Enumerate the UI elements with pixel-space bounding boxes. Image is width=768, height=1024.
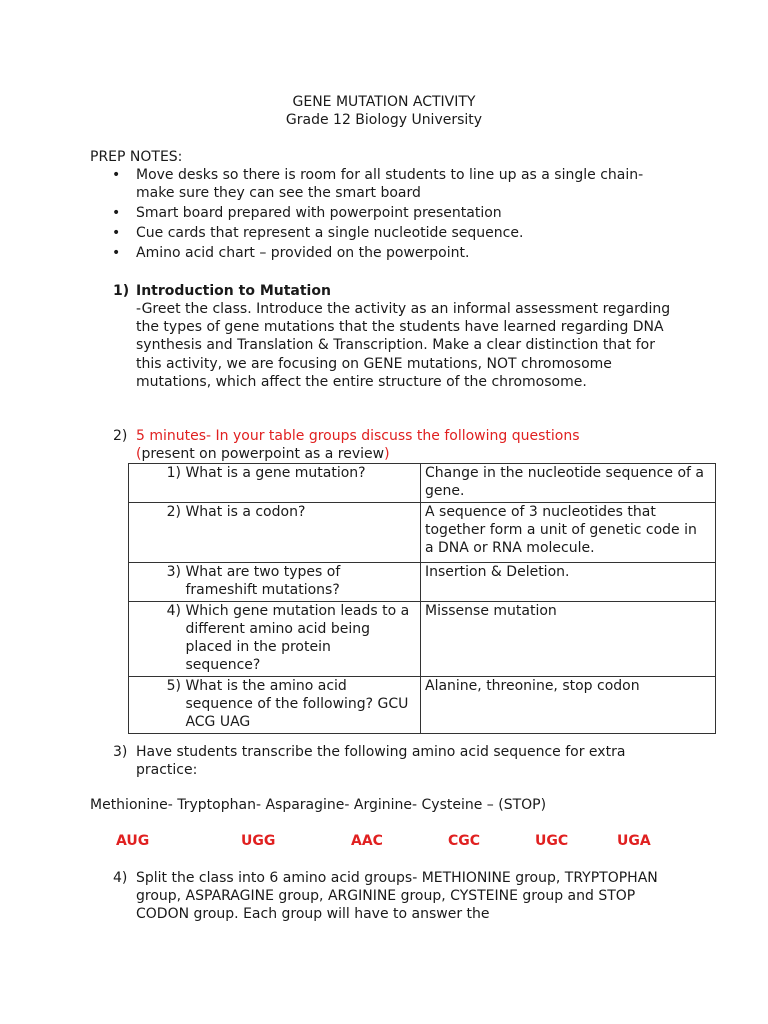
question-cell (129, 677, 421, 734)
codon: UGG (241, 833, 276, 849)
section-2-note (136, 445, 390, 463)
section-2-number: 2) (113, 428, 128, 444)
question-cell (129, 464, 421, 503)
answer-cell: Missense mutation (421, 602, 716, 677)
prep-note-item: • Amino acid chart – provided on the powerpoint. (90, 244, 650, 262)
section-1-number: 1) (113, 283, 130, 299)
section-1-heading: Introduction to Mutation (136, 283, 331, 299)
prep-note-item: • Cue cards that represent a single nucleotide sequence. (90, 224, 650, 242)
answer-cell: A sequence of 3 nucleotides that together form a unit of genetic code in a DNA or RNA molecule. (421, 503, 716, 563)
question-number: 1) (166, 465, 181, 481)
question-text: What is a gene mutation? (185, 465, 366, 481)
section-2-note-text: present on powerpoint as a review (141, 446, 385, 462)
prep-note-item: • Move desks so there is room for all students to line up as a single chain- make sure they can see the smart board (90, 166, 650, 202)
paren-close: ) (384, 446, 390, 462)
question-number: 2) (166, 504, 181, 520)
question-text: What is a codon? (185, 504, 306, 520)
document-subtitle: Grade 12 Biology University (285, 112, 483, 128)
table-row (129, 563, 716, 602)
document-title: GENE MUTATION ACTIVITY (292, 94, 476, 110)
codon: UGC (535, 833, 569, 849)
question-cell (129, 602, 421, 677)
question-cell (129, 503, 421, 563)
codon: CGC (448, 833, 481, 849)
section-3-text: Have students transcribe the following amino acid sequence for extra practice: (136, 744, 626, 779)
amino-acid-sequence: Methionine- Tryptophan- Asparagine- Arginine- Cysteine – (STOP) (90, 797, 547, 813)
prep-notes-list (90, 166, 650, 264)
question-cell (129, 563, 421, 602)
codon: AUG (116, 833, 150, 849)
question-number: 3) (166, 564, 181, 580)
table-row (129, 602, 716, 677)
review-questions-table (128, 463, 716, 734)
question-text: What are two types of frameshift mutations? (185, 564, 341, 598)
answer-cell: Change in the nucleotide sequence of a gene. (421, 464, 716, 503)
prep-note-item: • Smart board prepared with powerpoint presentation (90, 204, 650, 222)
section-4-text: Split the class into 6 amino acid groups- METHIONINE group, TRYPTOPHAN group, ASPARAGINE group, ARGININE group, CYSTEINE group and STOP CODON group. Each group will have to answer the (136, 870, 658, 923)
question-number: 5) (166, 678, 181, 694)
table-row (129, 503, 716, 563)
question-text: What is the amino acid sequence of the following? GCU ACG UAG (185, 678, 409, 730)
codon-row (0, 832, 768, 852)
question-text: Which gene mutation leads to a different amino acid being placed in the protein sequence? (185, 603, 410, 673)
answer-cell: Insertion & Deletion. (421, 563, 716, 602)
table-row (129, 464, 716, 503)
section-4-number: 4) (113, 870, 128, 886)
answer-cell: Alanine, threonine, stop codon (421, 677, 716, 734)
section-3-number: 3) (113, 744, 128, 760)
question-number: 4) (166, 603, 181, 619)
paren-open: ( (136, 446, 142, 462)
section-1-text: -Greet the class. Introduce the activity as an informal assessment regarding the types of gene mutations that the students have learned regarding DNA synthesis and Translation & Transcription. Make a clear distinction that for this activity, we are focusing on GENE mutations, NOT chromosome mutations, which affect the entire structure of the chromosome. (136, 301, 671, 390)
section-2-instruction: 5 minutes- In your table groups discuss the following questions (136, 428, 580, 444)
codon: UGA (617, 833, 651, 849)
prep-notes-heading: PREP NOTES: (90, 149, 183, 165)
codon: AAC (351, 833, 383, 849)
table-row (129, 677, 716, 734)
